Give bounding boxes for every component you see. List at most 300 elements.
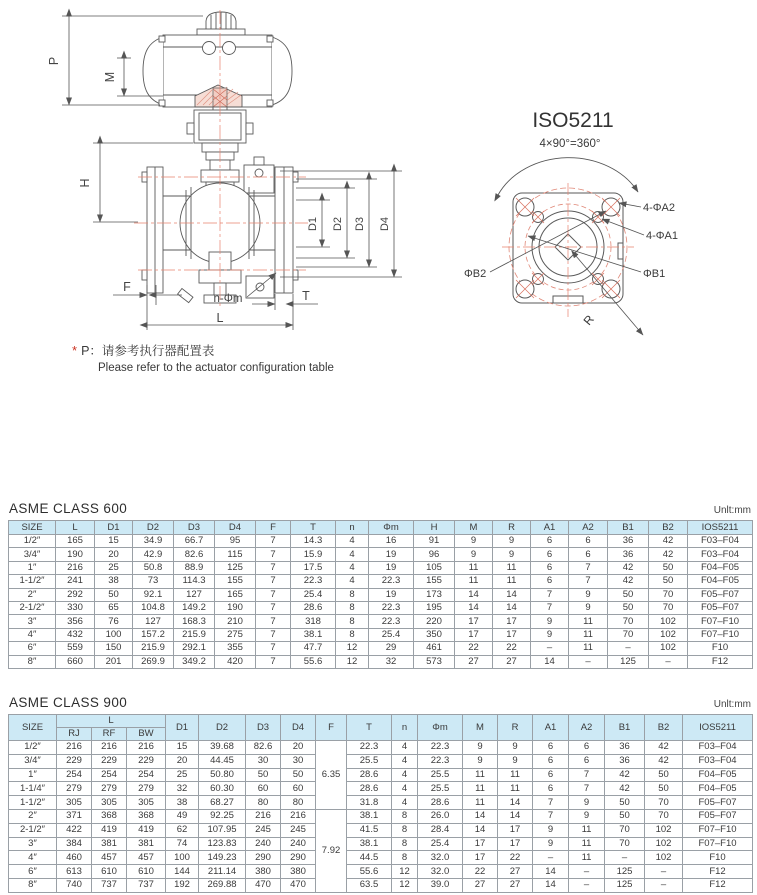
value-cell: 559 — [56, 642, 95, 655]
value-cell: 8 — [336, 628, 369, 641]
table-600-title: ASME CLASS 600 — [9, 501, 128, 516]
value-cell: – — [569, 865, 605, 879]
value-cell: 11 — [493, 575, 531, 588]
column-header: IOS5211 — [683, 715, 753, 741]
value-cell: 50 — [649, 561, 688, 574]
table-row — [9, 865, 753, 879]
value-cell: F12 — [688, 655, 753, 668]
value-cell: 14 — [463, 809, 498, 823]
value-cell: 92.1 — [133, 588, 174, 601]
header-row — [9, 521, 753, 535]
value-cell: 269.88 — [199, 878, 246, 892]
column-header: D2 — [199, 715, 246, 741]
value-cell: 292 — [56, 588, 95, 601]
value-cell: 7 — [569, 782, 605, 796]
size-cell: 2″ — [9, 588, 56, 601]
value-cell: 229 — [92, 754, 127, 768]
value-cell: 368 — [92, 809, 127, 823]
value-cell: 11 — [569, 823, 605, 837]
column-header: SIZE — [9, 715, 57, 741]
dim-label-f: F — [123, 280, 131, 294]
value-cell: 12 — [336, 642, 369, 655]
value-cell: 384 — [57, 837, 92, 851]
value-cell: 6 — [531, 561, 569, 574]
value-cell: 70 — [645, 796, 683, 810]
value-cell: 31.8 — [347, 796, 392, 810]
value-cell: 14 — [498, 796, 533, 810]
value-cell: – — [645, 865, 683, 879]
value-cell: 36 — [608, 535, 649, 548]
value-cell: 11 — [569, 628, 608, 641]
value-cell: 9 — [498, 754, 533, 768]
value-cell: 20 — [166, 754, 199, 768]
table-row — [9, 741, 753, 755]
value-cell: 102 — [645, 837, 683, 851]
value-cell: F04–F05 — [688, 575, 753, 588]
column-header: T — [291, 521, 336, 535]
value-cell: 279 — [57, 782, 92, 796]
value-cell: 216 — [246, 809, 281, 823]
value-cell: 42 — [649, 535, 688, 548]
value-cell: 36 — [605, 741, 645, 755]
value-cell: 290 — [246, 851, 281, 865]
column-header: M — [455, 521, 493, 535]
value-cell: 49 — [166, 809, 199, 823]
value-cell: 355 — [215, 642, 256, 655]
value-cell: 114.3 — [174, 575, 215, 588]
value-cell: 4 — [392, 741, 418, 755]
value-cell: 17 — [498, 823, 533, 837]
column-header: IOS5211 — [688, 521, 753, 535]
air-port — [223, 42, 236, 55]
value-cell: 229 — [127, 754, 166, 768]
asme-class-900-section — [8, 695, 752, 893]
value-cell: 27 — [463, 878, 498, 892]
size-cell: 4″ — [9, 851, 57, 865]
value-cell: 573 — [414, 655, 455, 668]
label-4-phi-a2: 4-ΦA2 — [643, 202, 676, 214]
value-cell: 60.30 — [199, 782, 246, 796]
value-cell: 14 — [463, 823, 498, 837]
value-cell: 65 — [95, 601, 133, 614]
value-cell: 17 — [463, 837, 498, 851]
column-header: n — [336, 521, 369, 535]
value-cell: 70 — [605, 823, 645, 837]
value-cell: 7 — [256, 561, 291, 574]
iso-angle-note: 4×90°=360° — [539, 138, 601, 150]
value-cell: 15 — [95, 535, 133, 548]
value-cell: 211.14 — [199, 865, 246, 879]
value-cell: 9 — [531, 628, 569, 641]
table-row — [9, 561, 753, 574]
size-cell: 8″ — [9, 878, 57, 892]
dim-label-l: L — [216, 311, 224, 325]
dim-label-t: T — [302, 289, 310, 303]
value-cell: 34.9 — [133, 535, 174, 548]
value-cell: – — [569, 655, 608, 668]
table-row — [9, 796, 753, 810]
value-cell: 460 — [57, 851, 92, 865]
value-cell: F10 — [683, 851, 753, 865]
value-cell: 50 — [649, 575, 688, 588]
column-header: D2 — [133, 521, 174, 535]
value-cell: 9 — [569, 588, 608, 601]
value-cell: 27 — [498, 878, 533, 892]
value-cell: 123.83 — [199, 837, 246, 851]
value-cell: 68.27 — [199, 796, 246, 810]
size-cell: 3″ — [9, 837, 57, 851]
column-header: A1 — [533, 715, 569, 741]
column-header: Φm — [369, 521, 414, 535]
value-cell: 216 — [92, 741, 127, 755]
value-cell: 91 — [414, 535, 455, 548]
value-cell: 6 — [569, 535, 608, 548]
value-cell: 737 — [92, 878, 127, 892]
value-cell: 11 — [569, 851, 605, 865]
table-row — [9, 588, 753, 601]
value-cell: 63.5 — [347, 878, 392, 892]
value-cell: 11 — [569, 615, 608, 628]
value-cell: 42 — [645, 754, 683, 768]
value-cell: F04–F05 — [688, 561, 753, 574]
value-cell: 9 — [569, 601, 608, 614]
value-cell: 740 — [57, 878, 92, 892]
value-cell: 14 — [533, 878, 569, 892]
table-row — [9, 655, 753, 668]
value-cell: 9 — [498, 741, 533, 755]
value-cell: 254 — [57, 768, 92, 782]
column-header: R — [493, 521, 531, 535]
note-text-en: Please refer to the actuator configuration table — [98, 362, 334, 374]
value-cell: 55.6 — [291, 655, 336, 668]
value-cell: 22.3 — [418, 741, 463, 755]
value-cell: 8 — [392, 823, 418, 837]
value-cell: 19 — [369, 548, 414, 561]
value-cell: 42 — [645, 741, 683, 755]
value-cell: 50.8 — [133, 561, 174, 574]
value-cell: 25 — [95, 561, 133, 574]
value-cell: F07–F10 — [683, 823, 753, 837]
column-header: F — [256, 521, 291, 535]
column-header: A2 — [569, 715, 605, 741]
value-cell: 17 — [498, 837, 533, 851]
value-cell: F12 — [683, 865, 753, 879]
column-subheader: BW — [127, 728, 166, 741]
column-header: F — [316, 715, 347, 741]
value-cell: 125 — [605, 865, 645, 879]
value-cell: 4 — [336, 535, 369, 548]
column-header: SIZE — [9, 521, 56, 535]
value-cell: 216 — [56, 561, 95, 574]
actuator-note — [72, 342, 334, 377]
value-cell: 12 — [392, 878, 418, 892]
value-cell: 115 — [215, 548, 256, 561]
value-cell: 4 — [392, 754, 418, 768]
size-cell: 1/2″ — [9, 535, 56, 548]
value-cell: 457 — [92, 851, 127, 865]
drain-plug — [178, 289, 193, 303]
value-cell: F04–F05 — [683, 782, 753, 796]
value-cell: 4 — [392, 782, 418, 796]
value-cell: 11 — [498, 782, 533, 796]
value-cell: 41.5 — [347, 823, 392, 837]
value-cell: 17 — [493, 628, 531, 641]
value-cell: 100 — [166, 851, 199, 865]
value-cell: 4 — [336, 575, 369, 588]
value-cell: 380 — [246, 865, 281, 879]
value-cell: 216 — [127, 741, 166, 755]
value-cell: 195 — [414, 601, 455, 614]
value-cell: 470 — [246, 878, 281, 892]
value-cell: 22 — [493, 642, 531, 655]
table-row — [9, 823, 753, 837]
column-header: M — [463, 715, 498, 741]
value-cell: 36 — [608, 548, 649, 561]
value-cell: 380 — [281, 865, 316, 879]
value-cell: F03–F04 — [688, 548, 753, 561]
value-cell: 201 — [95, 655, 133, 668]
value-cell: 27 — [493, 655, 531, 668]
column-header: D3 — [174, 521, 215, 535]
value-cell: 9 — [455, 548, 493, 561]
value-cell: 457 — [127, 851, 166, 865]
value-cell: 20 — [281, 741, 316, 755]
size-cell: 1-1/2″ — [9, 575, 56, 588]
size-cell: 1-1/2″ — [9, 796, 57, 810]
value-cell: 38 — [166, 796, 199, 810]
value-cell: 245 — [281, 823, 316, 837]
value-cell: 70 — [649, 601, 688, 614]
value-cell: 15.9 — [291, 548, 336, 561]
value-cell: 39.0 — [418, 878, 463, 892]
value-cell: 42 — [608, 575, 649, 588]
value-cell: 8 — [336, 588, 369, 601]
asme-class-600-section — [8, 501, 752, 669]
value-cell: 82.6 — [174, 548, 215, 561]
value-cell: 356 — [56, 615, 95, 628]
value-cell: – — [531, 642, 569, 655]
value-cell: 50 — [281, 768, 316, 782]
value-cell: 22.3 — [418, 754, 463, 768]
label-phi-b2: ΦB2 — [464, 268, 487, 280]
value-cell: 26.0 — [418, 809, 463, 823]
value-cell: 461 — [414, 642, 455, 655]
value-cell: 9 — [569, 809, 605, 823]
value-cell: 17 — [455, 628, 493, 641]
value-cell: 6 — [533, 768, 569, 782]
value-cell: 279 — [127, 782, 166, 796]
value-cell: 14 — [531, 655, 569, 668]
value-cell: 104.8 — [133, 601, 174, 614]
size-cell: 6″ — [9, 865, 57, 879]
column-header: D4 — [281, 715, 316, 741]
column-header: L — [56, 521, 95, 535]
column-header: B2 — [645, 715, 683, 741]
dim-label-m: M — [103, 71, 117, 83]
value-cell: 4 — [392, 768, 418, 782]
value-cell: 9 — [493, 535, 531, 548]
size-cell: 3/4″ — [9, 548, 56, 561]
value-cell: 8 — [336, 615, 369, 628]
value-cell: 125 — [215, 561, 256, 574]
value-cell: 42 — [605, 782, 645, 796]
size-cell: 2″ — [9, 809, 57, 823]
value-cell: 275 — [215, 628, 256, 641]
value-cell: 254 — [92, 768, 127, 782]
value-cell: 7 — [256, 535, 291, 548]
value-cell: 157.2 — [133, 628, 174, 641]
dim-label-d3: D3 — [354, 216, 366, 232]
value-cell: 102 — [649, 615, 688, 628]
size-cell: 4″ — [9, 628, 56, 641]
value-cell: 17 — [493, 615, 531, 628]
dim-label-d4: D4 — [379, 216, 391, 232]
value-cell: 22.3 — [347, 741, 392, 755]
table-row — [9, 878, 753, 892]
value-cell: 290 — [281, 851, 316, 865]
value-cell: 165 — [56, 535, 95, 548]
table-row — [9, 615, 753, 628]
value-cell: 105 — [414, 561, 455, 574]
value-cell: 6 — [533, 741, 569, 755]
table-row — [9, 535, 753, 548]
value-cell: 70 — [649, 588, 688, 601]
table-row — [9, 601, 753, 614]
value-cell: 60 — [281, 782, 316, 796]
column-header: A2 — [569, 521, 608, 535]
value-cell: 50.80 — [199, 768, 246, 782]
value-cell: 6 — [533, 754, 569, 768]
value-cell: 92.25 — [199, 809, 246, 823]
value-cell: 11 — [463, 796, 498, 810]
value-cell: 381 — [127, 837, 166, 851]
value-cell: 29 — [369, 642, 414, 655]
value-cell: 19 — [369, 561, 414, 574]
value-cell: 305 — [57, 796, 92, 810]
table-row — [9, 851, 753, 865]
value-cell: 25.4 — [369, 628, 414, 641]
value-cell: 22.3 — [369, 601, 414, 614]
value-cell: 14 — [493, 601, 531, 614]
value-cell: 102 — [645, 823, 683, 837]
value-cell: 125 — [608, 655, 649, 668]
column-header: R — [498, 715, 533, 741]
value-cell: F03–F04 — [683, 754, 753, 768]
value-cell: 22.3 — [369, 575, 414, 588]
value-cell: 7 — [569, 575, 608, 588]
dim-label-d1: D1 — [307, 216, 319, 232]
value-cell: 127 — [133, 615, 174, 628]
value-cell: 7 — [256, 588, 291, 601]
value-cell: 11 — [493, 561, 531, 574]
value-cell: 254 — [127, 768, 166, 782]
column-header: n — [392, 715, 418, 741]
value-cell: 50 — [645, 768, 683, 782]
value-cell: 62 — [166, 823, 199, 837]
value-cell: 14 — [498, 809, 533, 823]
value-cell: 28.6 — [418, 796, 463, 810]
value-cell: 8 — [336, 601, 369, 614]
value-cell: 47.7 — [291, 642, 336, 655]
value-cell: 7 — [256, 575, 291, 588]
value-cell: 168.3 — [174, 615, 215, 628]
value-cell: 38 — [95, 575, 133, 588]
value-cell: 14 — [533, 865, 569, 879]
value-cell: 216 — [281, 809, 316, 823]
value-cell: 7 — [256, 548, 291, 561]
value-cell: 149.2 — [174, 601, 215, 614]
table-row — [9, 575, 753, 588]
value-cell: 7 — [533, 796, 569, 810]
air-port — [203, 42, 216, 55]
value-cell: 50 — [95, 588, 133, 601]
value-cell: 470 — [281, 878, 316, 892]
value-cell: 42.9 — [133, 548, 174, 561]
value-cell: 36 — [605, 754, 645, 768]
column-header: D3 — [246, 715, 281, 741]
value-cell: 11 — [569, 642, 608, 655]
value-cell: 220 — [414, 615, 455, 628]
value-cell: 422 — [57, 823, 92, 837]
column-header: D1 — [166, 715, 199, 741]
value-cell: 70 — [608, 628, 649, 641]
value-cell: 9 — [463, 741, 498, 755]
iso5211-flange-drawing — [440, 95, 757, 365]
value-cell: 9 — [455, 535, 493, 548]
value-cell: 50 — [608, 588, 649, 601]
value-cell: 14 — [493, 588, 531, 601]
table-900-title: ASME CLASS 900 — [9, 695, 128, 710]
value-cell: 7 — [569, 768, 605, 782]
value-cell: – — [605, 851, 645, 865]
value-cell: 368 — [127, 809, 166, 823]
value-cell: 102 — [649, 628, 688, 641]
value-cell: F05–F07 — [688, 601, 753, 614]
value-cell: F03–F04 — [688, 535, 753, 548]
size-cell: 2-1/2″ — [9, 601, 56, 614]
size-cell: 1″ — [9, 561, 56, 574]
value-cell: 50 — [605, 796, 645, 810]
value-cell: 76 — [95, 615, 133, 628]
value-cell: F07–F10 — [683, 837, 753, 851]
value-cell: 269.9 — [133, 655, 174, 668]
value-cell: 42 — [608, 561, 649, 574]
value-cell: 39.68 — [199, 741, 246, 755]
value-cell: 127 — [174, 588, 215, 601]
value-cell: 42 — [649, 548, 688, 561]
value-cell: 42 — [605, 768, 645, 782]
value-cell: 25.5 — [418, 782, 463, 796]
value-cell: F03–F04 — [683, 741, 753, 755]
value-cell: 737 — [127, 878, 166, 892]
size-cell: 1/2″ — [9, 741, 57, 755]
value-cell: 55.6 — [347, 865, 392, 879]
value-cell: 60 — [246, 782, 281, 796]
value-cell: 240 — [246, 837, 281, 851]
value-cell: 241 — [56, 575, 95, 588]
value-cell: 215.9 — [133, 642, 174, 655]
value-cell: 38.1 — [291, 628, 336, 641]
table-900-unit-label: Unlt:mm — [713, 699, 751, 710]
column-header: T — [347, 715, 392, 741]
value-cell: 17 — [463, 851, 498, 865]
value-cell: 19 — [369, 588, 414, 601]
value-cell: 17.5 — [291, 561, 336, 574]
dim-label-d2: D2 — [332, 216, 344, 232]
value-cell: 149.23 — [199, 851, 246, 865]
value-cell: 12 — [336, 655, 369, 668]
value-cell: 50 — [246, 768, 281, 782]
